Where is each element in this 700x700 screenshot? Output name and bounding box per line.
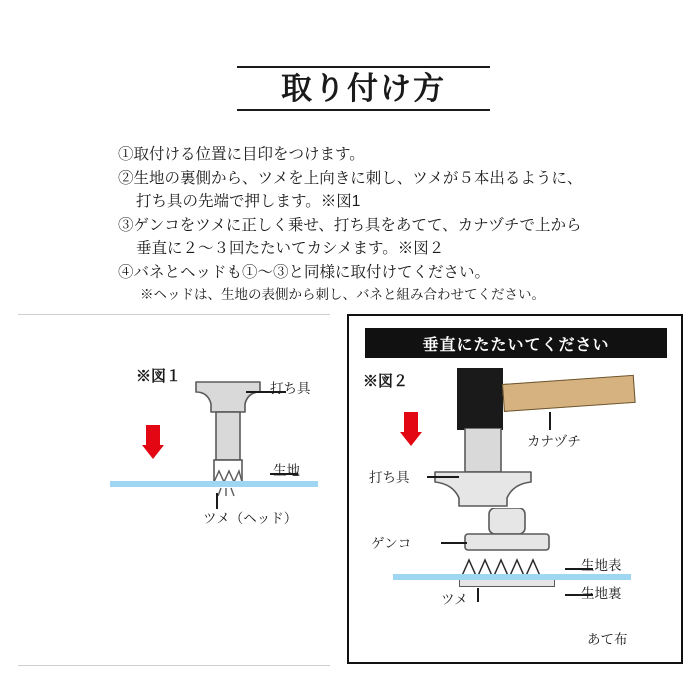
title-block: [237, 66, 490, 111]
instruction-note: ※ヘッドは、生地の表側から刺し、バネと組み合わせてください。: [140, 287, 545, 303]
callout-fabric: 生地: [273, 463, 300, 478]
figure-2-header: 垂直にたたいてください: [365, 328, 667, 358]
callout-tool: 打ち具: [369, 470, 410, 485]
figure-1-label: ※図１: [136, 368, 182, 385]
hammer-handle-shape: [502, 375, 636, 412]
instruction-step: ④バネとヘッドも①〜③と同様に取付けてください。: [118, 263, 491, 281]
down-arrow-icon: [142, 425, 164, 459]
callout-fabric-front: 生地表: [581, 558, 622, 573]
callout-tool: 打ち具: [270, 381, 311, 396]
instruction-list: [118, 143, 588, 306]
instruction-step: ③ゲンコをツメに正しく乗せ、打ち具をあてて、カナヅチで上から: [118, 216, 582, 234]
callout-hammer: カナヅチ: [527, 434, 581, 449]
figure-1-panel: [18, 314, 330, 666]
hammer-head-shape: [457, 368, 503, 430]
callout-genko: ゲンコ: [371, 536, 412, 551]
fabric-line: [110, 481, 318, 487]
leader-line: [427, 476, 459, 478]
instruction-step: ①取付ける位置に目印をつけます。: [118, 146, 365, 163]
leader-line: [441, 542, 467, 544]
instruction-step: 打ち具の先端で押します。※図1: [136, 193, 361, 211]
callout-claw: ツメ（ヘッド）: [203, 511, 298, 526]
instruction-step: 垂直に２〜３回たたいてカシメます。※図２: [136, 240, 445, 258]
instruction-step: ②生地の裏側から、ツメを上向きに刺し、ツメが５本出るように、: [118, 169, 583, 187]
setting-tool-shape: [427, 428, 587, 518]
page-title: 取り付け方: [281, 71, 446, 106]
down-arrow-icon: [400, 412, 422, 446]
fabric-line: [393, 574, 631, 580]
figure-2-panel: [347, 314, 683, 664]
figure-2-label: ※図２: [363, 373, 409, 390]
title-rule-bottom: [237, 109, 490, 111]
callout-fabric-back: 生地裏: [581, 586, 622, 601]
leader-line: [477, 588, 479, 602]
callout-claw: ツメ: [441, 592, 468, 607]
callout-cloth: あて布: [587, 632, 628, 647]
